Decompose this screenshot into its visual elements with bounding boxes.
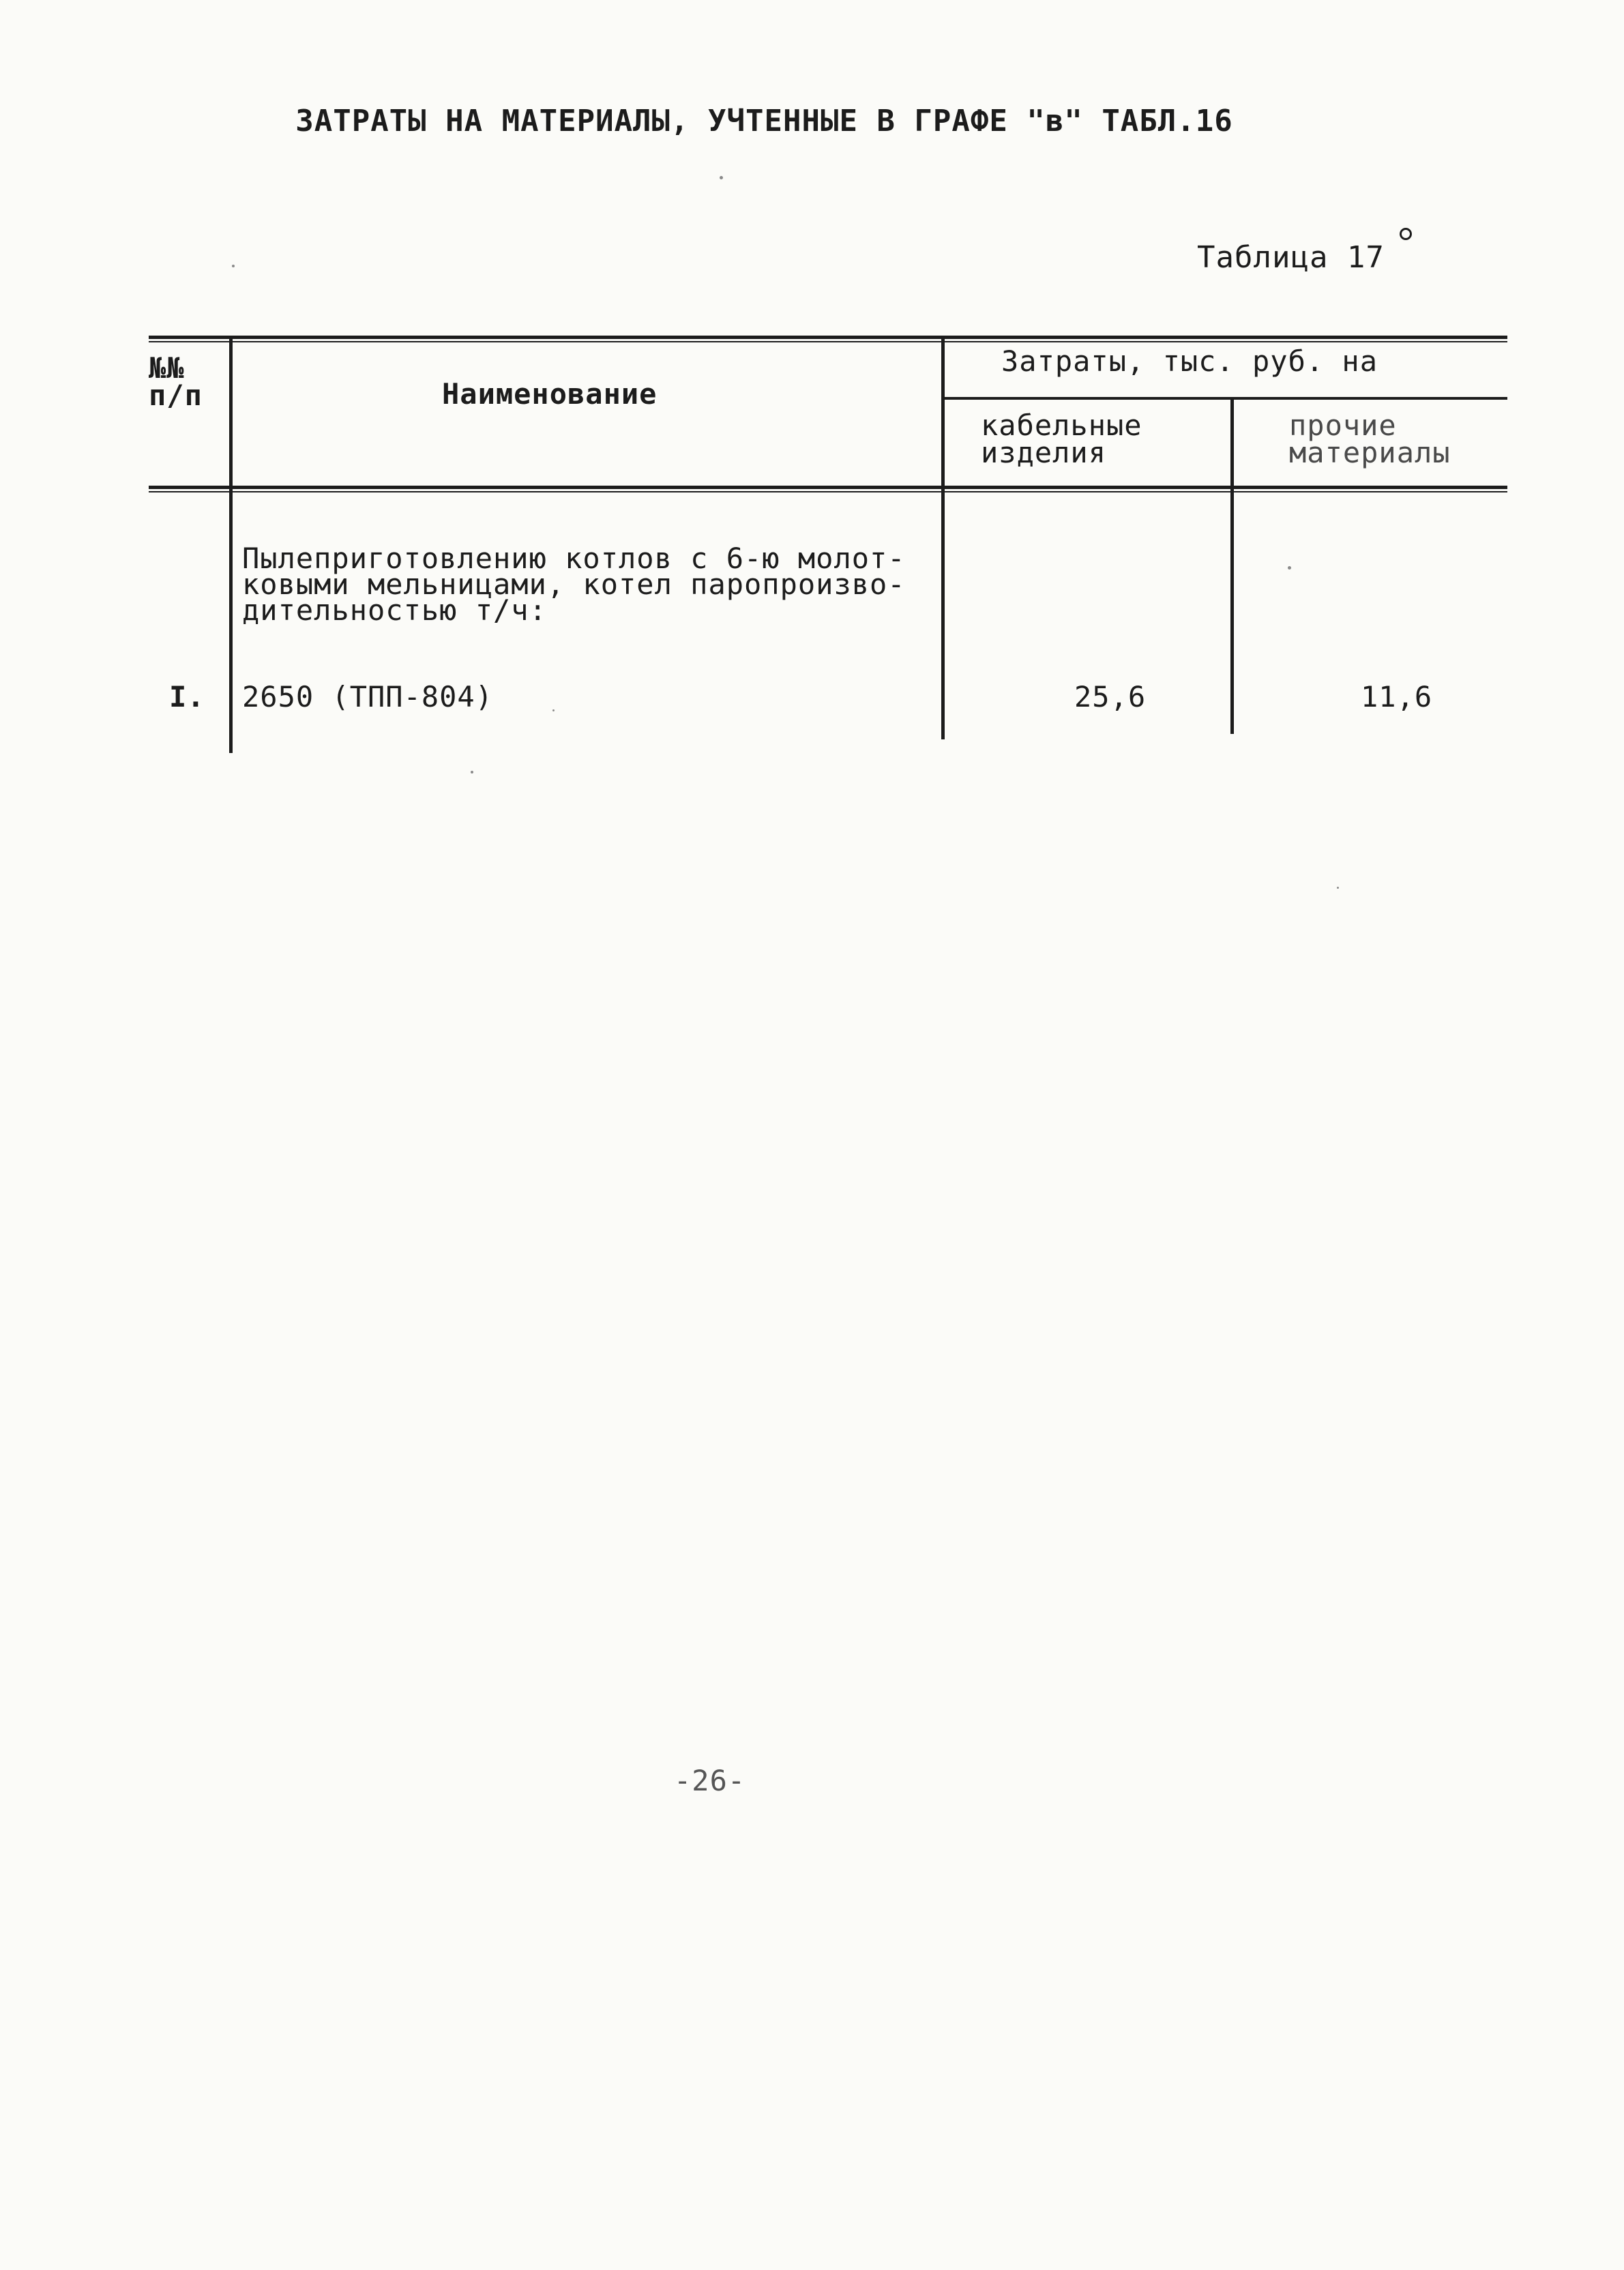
scan-speck [471, 771, 473, 773]
row-cable-value: 25,6 [1074, 680, 1147, 713]
costs-subheader-rule [943, 397, 1507, 400]
scan-speck [552, 709, 555, 711]
table-top-rule-2 [149, 341, 1507, 342]
header-other: прочие материалы [1289, 409, 1451, 469]
page-number: -26- [674, 1764, 746, 1797]
table-label: Таблица 17 [1197, 240, 1385, 275]
col-divider-2 [941, 336, 945, 739]
scan-speck [232, 265, 235, 267]
header-name: Наименование [442, 377, 658, 411]
group-label: Пылеприготовлению котлов с 6-ю молот- ковыми мельницами, котел паропроизво- дительностью т/ч: [242, 542, 906, 627]
row-number: I. [169, 680, 205, 713]
table-label-mark [1400, 228, 1412, 240]
header-bottom-rule [149, 486, 1507, 489]
row-other-value: 11,6 [1361, 680, 1433, 713]
scan-speck [1337, 887, 1339, 889]
header-bottom-rule-2 [149, 491, 1507, 492]
scan-speck [720, 176, 723, 179]
page-title: ЗАТРАТЫ НА МАТЕРИАЛЫ, УЧТЕННЫЕ В ГРАФЕ "в" ТАБЛ.16 [295, 104, 1233, 138]
header-costs-group: Затраты, тыс. руб. на [1001, 344, 1378, 378]
row-name: 2650 (ТПП-804) [242, 680, 494, 713]
header-number: №№ п/п [149, 351, 203, 412]
col-divider-1 [229, 336, 233, 753]
scan-speck [1288, 566, 1291, 570]
header-cable: кабельные изделия [981, 409, 1142, 469]
table-top-rule [149, 336, 1507, 339]
col-divider-3 [1230, 400, 1234, 734]
